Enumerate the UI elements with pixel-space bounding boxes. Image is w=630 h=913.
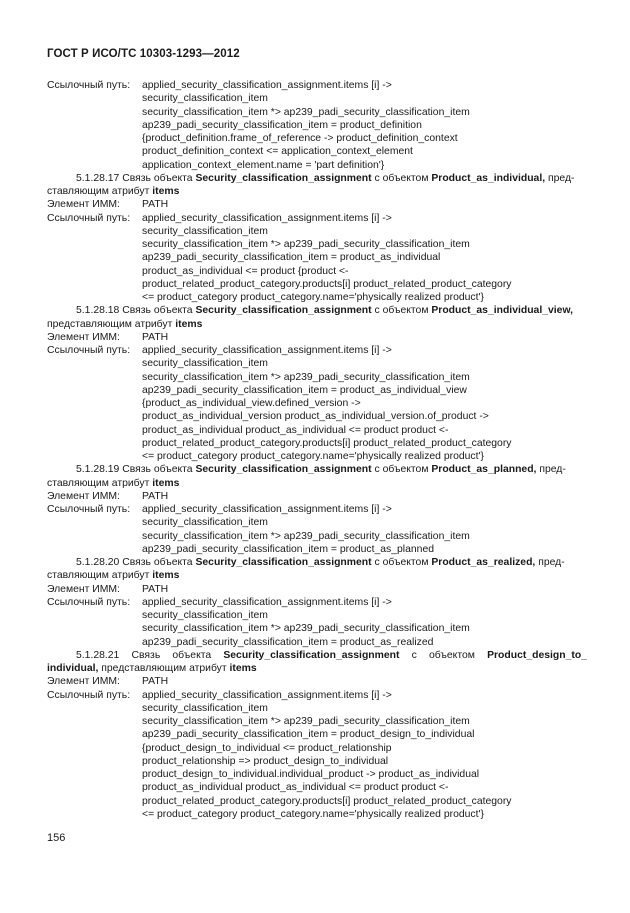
ref-path-line: product_design_to_individual.individual_product -> product_as_individual — [142, 769, 480, 780]
imm-element-label: Элемент ИММ: — [47, 490, 120, 502]
page-number: 156 — [47, 832, 66, 844]
ref-path-row — [47, 132, 587, 145]
ref-path-row — [47, 503, 587, 516]
imm-element-row — [47, 675, 587, 688]
ref-path-line: ap239_padi_security_classification_item = product_as_individual — [142, 252, 441, 264]
ref-path-row — [47, 728, 587, 741]
ref-path-line: security_classification_item *> ap239_padi_security_classification_item — [142, 239, 470, 250]
ref-path-row — [47, 689, 587, 702]
ref-path-row — [47, 715, 587, 728]
section-heading-18 — [47, 304, 587, 317]
ref-path-row — [47, 159, 587, 172]
ref-path-line: product_relationship => product_design_to_individual — [142, 755, 389, 767]
ref-path-line: applied_security_classification_assignment.items [i] -> — [142, 596, 392, 608]
section-text: с объектом — [374, 305, 429, 317]
ref-path-line: ap239_padi_security_classification_item = product_as_realized — [142, 636, 434, 648]
section-text: Связь объекта — [122, 557, 193, 568]
ref-path-line: product_as_individual_version product_as_individual_version.of_product -> — [142, 411, 489, 423]
ref-path-row — [47, 530, 587, 543]
ref-path-line: ap239_padi_security_classification_item = product_design_to_individual — [142, 729, 475, 741]
ref-path-row — [47, 212, 587, 225]
imm-element-row — [47, 198, 587, 211]
ref-path-line: applied_security_classification_assignment.items [i] -> — [142, 504, 392, 515]
section-text: представляющим атрибут — [47, 318, 173, 330]
ref-path-row — [47, 371, 587, 384]
ref-path-row — [47, 410, 587, 423]
section-heading-19-cont — [47, 477, 587, 490]
ref-path-row — [47, 92, 587, 105]
imm-element-label: Элемент ИММ: — [47, 583, 120, 595]
ref-path-line: security_classification_item — [142, 517, 268, 529]
ref-path-row — [47, 450, 587, 463]
ref-path-row — [47, 636, 587, 649]
section-text: Связь объекта — [122, 464, 193, 476]
imm-element-row — [47, 490, 587, 503]
attribute-name: items — [152, 570, 180, 582]
ref-path-line: product_related_product_category.products[i] product_related_product_category — [142, 795, 512, 807]
entity-name: Security_classification_assignment — [195, 305, 372, 317]
imm-element-label: Элемент ИММ: — [47, 199, 120, 211]
ref-path-line: product_definition_context <= application_context_element — [142, 146, 413, 158]
ref-path-line: product_as_individual <= product {product <- — [142, 265, 349, 277]
ref-path-line: security_classification_item — [142, 358, 268, 370]
ref-path-line: applied_security_classification_assignment.items [i] -> — [142, 212, 392, 224]
ref-path-line: <= product_category product_category.name='physically realized product'} — [142, 451, 484, 462]
imm-element-label: Элемент ИММ: — [47, 676, 120, 688]
ref-path-row — [47, 119, 587, 132]
imm-element-row — [47, 583, 587, 596]
ref-path-line: security_classification_item — [142, 93, 268, 105]
ref-path-row — [47, 278, 587, 291]
ref-path-line: ap239_padi_security_classification_item = product_as_individual_view — [142, 384, 467, 396]
ref-path-line: product_as_individual product_as_individual <= product product <- — [142, 424, 449, 436]
section-text: с объектом — [374, 557, 429, 568]
entity-name: Security_classification_assignment — [223, 649, 400, 661]
attribute-name: items — [229, 663, 257, 674]
section-text: пред- — [538, 557, 565, 568]
ref-path-row — [47, 357, 587, 370]
ref-path-row — [47, 437, 587, 450]
imm-element-value: PATH — [142, 490, 169, 502]
target-entity-name: Product_as_individual_view, — [431, 305, 574, 317]
document-header: ГОСТ Р ИСО/ТС 10303-1293—2012 — [47, 48, 240, 60]
ref-path-label: Ссылочный путь: — [47, 345, 131, 356]
ref-path-row — [47, 596, 587, 609]
entity-name: Security_classification_assignment — [195, 464, 372, 476]
section-heading-20-cont — [47, 569, 587, 582]
ref-path-row — [47, 622, 587, 635]
ref-path-line: security_classification_item — [142, 225, 268, 237]
section-text: Связь объекта — [122, 172, 193, 184]
section-heading-20 — [47, 556, 587, 569]
attribute-name: items — [175, 318, 203, 330]
ref-path-line: security_classification_item *> ap239_padi_security_classification_item — [142, 530, 470, 542]
imm-element-value: PATH — [142, 676, 169, 688]
entity-name: Security_classification_assignment — [195, 557, 372, 568]
section-heading-21 — [47, 649, 587, 662]
ref-path-row — [47, 397, 587, 410]
attribute-name: items — [152, 186, 180, 197]
ref-path-row — [47, 225, 587, 238]
ref-path-row — [47, 238, 587, 251]
ref-path-row — [47, 106, 587, 119]
ref-path-line: security_classification_item — [142, 610, 268, 621]
ref-path-row — [47, 795, 587, 808]
ref-path-line: <= product_category product_category.name='physically realized product'} — [142, 808, 484, 820]
ref-path-row — [47, 808, 587, 821]
ref-path-label: Ссылочный путь: — [47, 596, 131, 608]
ref-path-line: {product_as_individual_view.defined_version -> — [142, 398, 361, 409]
target-entity-name: Product_as_individual, — [431, 172, 546, 184]
ref-path-line: {product_design_to_individual <= product_relationship — [142, 742, 392, 754]
ref-path-line: {product_definition.frame_of_reference -> product_definition_context — [142, 133, 458, 144]
ref-path-row — [47, 609, 587, 622]
ref-path-label: Ссылочный путь: — [47, 80, 131, 91]
ref-path-row — [47, 424, 587, 437]
section-heading-17-cont — [47, 185, 587, 198]
target-entity-name: Product_as_planned, — [431, 464, 537, 476]
section-text: пред- — [539, 464, 566, 476]
section-text: с объектом — [374, 464, 429, 476]
ref-path-row — [47, 742, 587, 755]
ref-path-line: security_classification_item *> ap239_padi_security_classification_item — [142, 716, 470, 727]
imm-element-value: PATH — [142, 199, 169, 211]
ref-path-line: ap239_padi_security_classification_item = product_as_planned — [142, 543, 434, 555]
ref-path-line: security_classification_item *> ap239_padi_security_classification_item — [142, 106, 470, 118]
target-entity-name: individual, — [47, 663, 99, 674]
entity-name: Security_classification_assignment — [195, 172, 372, 184]
ref-path-row — [47, 79, 587, 92]
section-heading-17 — [47, 172, 587, 185]
ref-path-line: ap239_padi_security_classification_item = product_definition — [142, 119, 422, 131]
ref-path-row — [47, 543, 587, 556]
section-number: 5.1.28.20 — [76, 557, 120, 568]
section-text: объектом — [429, 649, 475, 661]
ref-path-label: Ссылочный путь: — [47, 212, 131, 224]
ref-path-line: applied_security_classification_assignment.items [i] -> — [142, 345, 392, 356]
ref-path-row — [47, 291, 587, 304]
ref-path-row — [47, 251, 587, 264]
ref-path-label: Ссылочный путь: — [47, 504, 131, 515]
section-text: ставляющим атрибут — [47, 186, 150, 197]
imm-element-row — [47, 331, 587, 344]
ref-path-row — [47, 265, 587, 278]
section-number: 5.1.28.21 — [76, 649, 120, 661]
section-number: 5.1.28.18 — [76, 305, 120, 317]
ref-path-row — [47, 344, 587, 357]
section-text: Связь объекта — [122, 305, 193, 317]
ref-path-line: product_as_individual product_as_individual <= product product <- — [142, 782, 449, 794]
section-text: Связь — [131, 649, 161, 661]
ref-path-line: security_classification_item *> ap239_padi_security_classification_item — [142, 371, 470, 383]
ref-path-row — [47, 768, 587, 781]
ref-path-line: applied_security_classification_assignment.items [i] -> — [142, 80, 392, 91]
ref-path-line: application_context_element.name = 'part definition'} — [142, 159, 385, 171]
ref-path-label: Ссылочный путь: — [47, 689, 131, 701]
section-number: 5.1.28.17 — [76, 172, 120, 184]
section-heading-19 — [47, 463, 587, 476]
ref-path-line: <= product_category product_category.name='physically realized product'} — [142, 292, 484, 303]
section-text: с — [411, 649, 417, 661]
section-text: пред- — [548, 172, 575, 184]
section-number: 5.1.28.19 — [76, 464, 120, 476]
section-text: ставляющим атрибут — [47, 477, 150, 489]
section-text: ставляющим атрибут — [47, 570, 150, 582]
target-entity-name: Product_design_to_ — [487, 649, 587, 661]
ref-path-row — [47, 145, 587, 158]
imm-element-value: PATH — [142, 331, 169, 343]
imm-element-label: Элемент ИММ: — [47, 331, 120, 343]
section-heading-21-cont — [47, 662, 587, 675]
ref-path-row — [47, 755, 587, 768]
attribute-name: items — [152, 477, 180, 489]
ref-path-row — [47, 781, 587, 794]
imm-element-value: PATH — [142, 583, 169, 595]
ref-path-row — [47, 702, 587, 715]
ref-path-row — [47, 384, 587, 397]
target-entity-name: Product_as_realized, — [431, 557, 536, 568]
section-text: с объектом — [374, 172, 429, 184]
section-text: представляющим атрибут — [101, 663, 227, 674]
ref-path-line: security_classification_item — [142, 702, 268, 714]
ref-path-line: applied_security_classification_assignment.items [i] -> — [142, 689, 392, 701]
ref-path-line: product_related_product_category.products[i] product_related_product_category — [142, 437, 512, 449]
ref-path-row — [47, 516, 587, 529]
document-body — [47, 79, 587, 821]
ref-path-line: product_related_product_category.products[i] product_related_product_category — [142, 278, 512, 290]
section-text: объекта — [172, 649, 212, 661]
ref-path-line: security_classification_item *> ap239_padi_security_classification_item — [142, 623, 470, 635]
section-heading-18-cont — [47, 318, 587, 331]
